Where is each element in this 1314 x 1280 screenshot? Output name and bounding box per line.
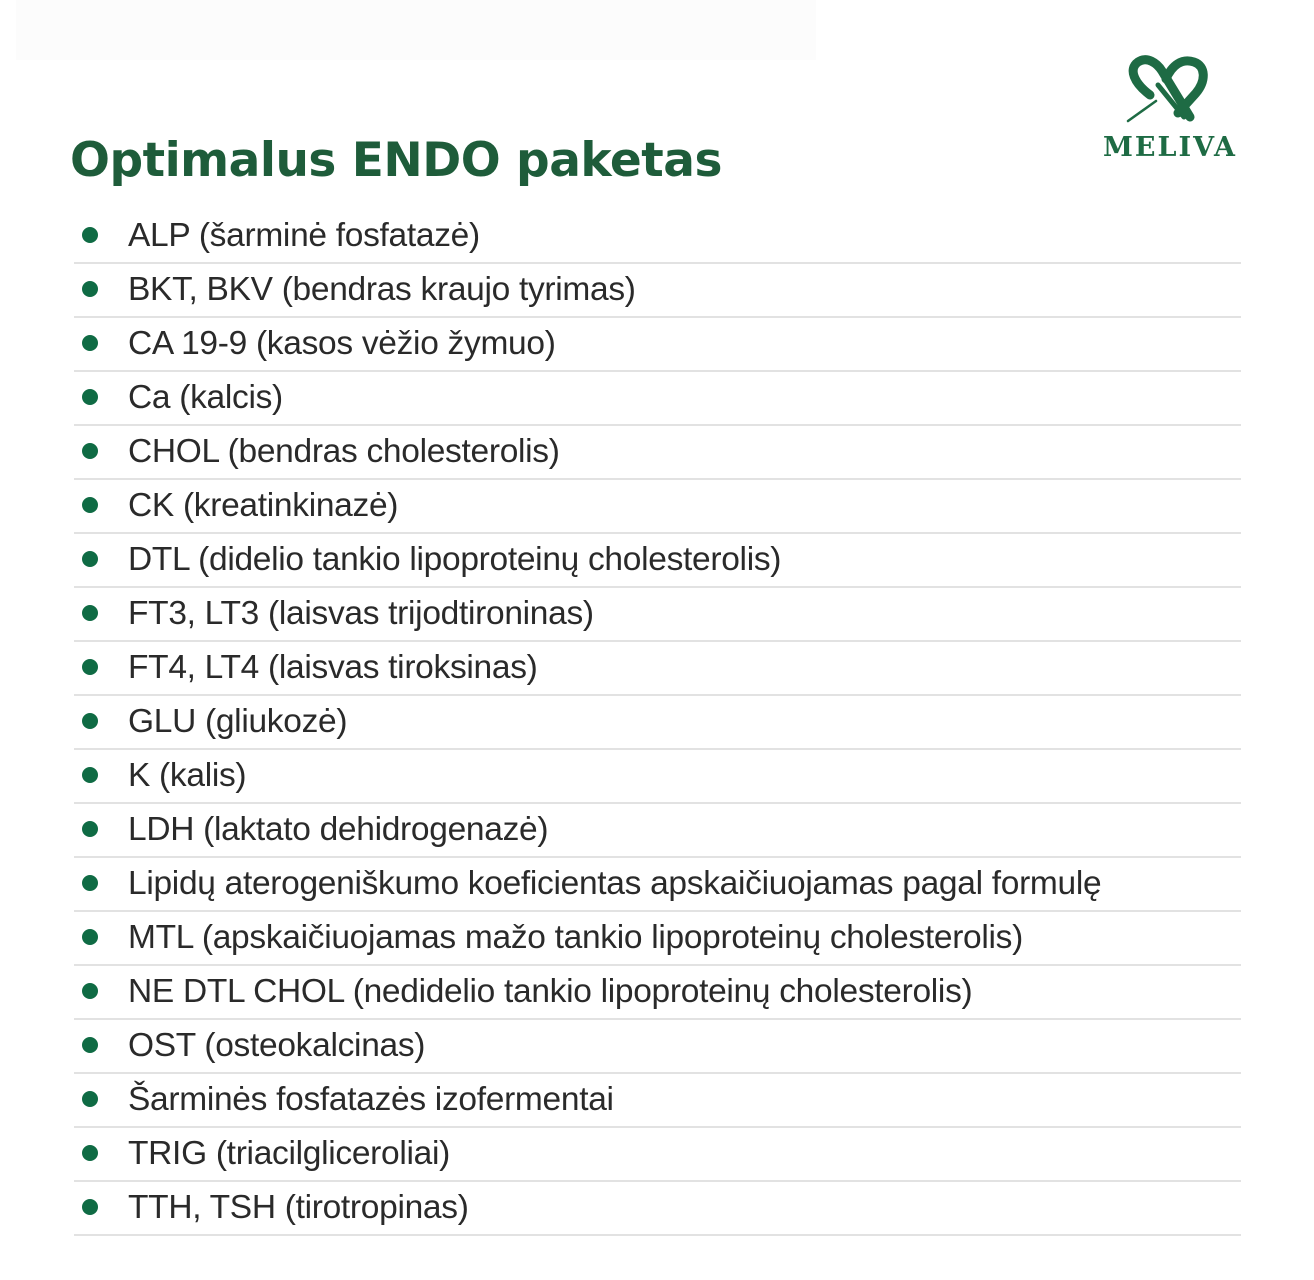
list-item-label: MTL (apskaičiuojamas mažo tankio lipoproteinų cholesterolis) bbox=[128, 919, 1023, 956]
list-item bbox=[74, 858, 1241, 912]
bullet-icon bbox=[82, 767, 98, 783]
bullet-icon bbox=[82, 497, 98, 513]
bullet-icon bbox=[82, 713, 98, 729]
brand-name: MELIVA bbox=[1103, 132, 1237, 163]
list-item-label: Lipidų aterogeniškumo koeficientas apskaičiuojamas pagal formulę bbox=[128, 865, 1102, 902]
list-item bbox=[74, 1128, 1241, 1182]
list-item-label: FT3, LT3 (laisvas trijodtironinas) bbox=[128, 595, 594, 632]
list-item-label: GLU (gliukozė) bbox=[128, 703, 348, 740]
list-item bbox=[74, 372, 1241, 426]
list-item-label: Ca (kalcis) bbox=[128, 379, 283, 416]
list-item bbox=[74, 966, 1241, 1020]
list-item-label: ALP (šarminė fosfatazė) bbox=[128, 217, 480, 254]
list-item bbox=[74, 1020, 1241, 1074]
list-item bbox=[74, 804, 1241, 858]
list-item-label: NE DTL CHOL (nedidelio tankio lipoproteinų cholesterolis) bbox=[128, 973, 973, 1010]
bullet-icon bbox=[82, 1037, 98, 1053]
list-item-label: FT4, LT4 (laisvas tiroksinas) bbox=[128, 649, 538, 686]
list-item-label: OST (osteokalcinas) bbox=[128, 1027, 426, 1064]
bullet-icon bbox=[82, 659, 98, 675]
top-band bbox=[16, 0, 816, 60]
list-item-label: BKT, BKV (bendras kraujo tyrimas) bbox=[128, 271, 636, 308]
list-item bbox=[74, 480, 1241, 534]
list-item-label: K (kalis) bbox=[128, 757, 247, 794]
list-item bbox=[74, 426, 1241, 480]
bullet-icon bbox=[82, 983, 98, 999]
bullet-icon bbox=[82, 1145, 98, 1161]
list-item bbox=[74, 1182, 1241, 1236]
list-item-label: CK (kreatinkinazė) bbox=[128, 487, 399, 524]
bullet-icon bbox=[82, 821, 98, 837]
list-item bbox=[74, 912, 1241, 966]
page-title: Optimalus ENDO paketas bbox=[70, 133, 722, 189]
meliva-heart-logo-icon bbox=[1120, 55, 1220, 130]
list-item-label: DTL (didelio tankio lipoproteinų cholesterolis) bbox=[128, 541, 782, 578]
list-item bbox=[74, 264, 1241, 318]
list-item-label: CA 19-9 (kasos vėžio žymuo) bbox=[128, 325, 556, 362]
list-item bbox=[74, 642, 1241, 696]
list-item bbox=[74, 588, 1241, 642]
bullet-icon bbox=[82, 605, 98, 621]
bullet-icon bbox=[82, 389, 98, 405]
list-item bbox=[74, 696, 1241, 750]
list-item bbox=[74, 210, 1241, 264]
bullet-icon bbox=[82, 875, 98, 891]
list-item bbox=[74, 1074, 1241, 1128]
list-item-label: CHOL (bendras cholesterolis) bbox=[128, 433, 560, 470]
list-item-label: TTH, TSH (tirotropinas) bbox=[128, 1189, 469, 1226]
list-item-label: Šarminės fosfatazės izofermentai bbox=[128, 1081, 614, 1118]
bullet-icon bbox=[82, 443, 98, 459]
brand-logo bbox=[1100, 55, 1240, 165]
bullet-icon bbox=[82, 335, 98, 351]
bullet-icon bbox=[82, 1199, 98, 1215]
bullet-icon bbox=[82, 929, 98, 945]
bullet-icon bbox=[82, 227, 98, 243]
list-item bbox=[74, 534, 1241, 588]
list-item bbox=[74, 750, 1241, 804]
list-item-label: LDH (laktato dehidrogenazė) bbox=[128, 811, 549, 848]
list-item bbox=[74, 318, 1241, 372]
bullet-icon bbox=[82, 281, 98, 297]
bullet-icon bbox=[82, 1091, 98, 1107]
list-item-label: TRIG (triacilgliceroliai) bbox=[128, 1135, 450, 1172]
test-list bbox=[74, 210, 1241, 1236]
bullet-icon bbox=[82, 551, 98, 567]
